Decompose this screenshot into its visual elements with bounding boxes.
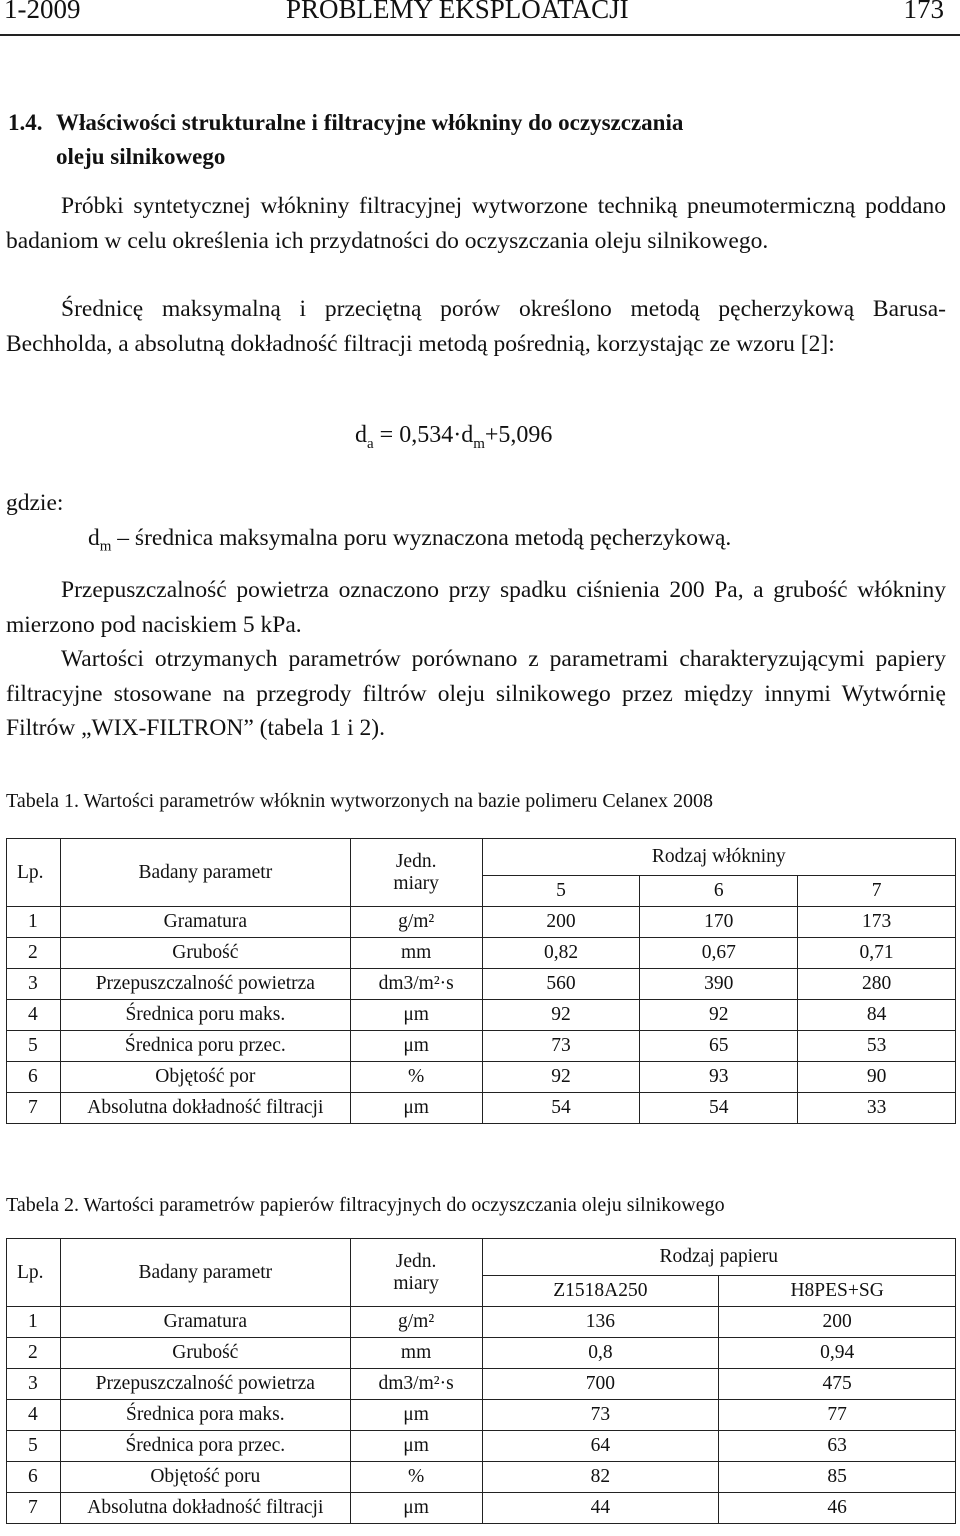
table-cell: μm	[350, 1431, 482, 1462]
table-cell: Absolutna dokładność filtracji	[60, 1093, 350, 1124]
table-cell: 4	[7, 1000, 61, 1031]
table-cell: 0,82	[482, 938, 640, 969]
table1	[6, 838, 956, 1124]
table-cell: 90	[798, 1062, 956, 1093]
table2-header-param: Badany parametr	[60, 1239, 350, 1307]
table1-column-2: 6	[640, 876, 798, 907]
table-cell: 84	[798, 1000, 956, 1031]
table-cell: μm	[350, 1031, 482, 1062]
table-row	[7, 1031, 956, 1062]
paragraph-4: Wartości otrzymanych parametrów porównano z parametrami charakteryzującymi papiery filtracyjne stosowane na przegrody filtrów oleju silnikowego przez między innymi Wytwórnię Filtrów „WIX-FILTRON” (tabela 1 i 2).	[6, 646, 946, 741]
table1-header-lp: Lp.	[7, 839, 61, 907]
table-row	[7, 1493, 956, 1524]
table-cell: 200	[719, 1307, 956, 1338]
table-cell: 3	[7, 969, 61, 1000]
section-title-line1: Właściwości strukturalne i filtracyjne włókniny do oczyszczania	[56, 110, 684, 135]
table-cell: %	[350, 1062, 482, 1093]
table1-column-1: 5	[482, 876, 640, 907]
table2-header-unit: Jedn. miary	[350, 1239, 482, 1307]
table-cell: Przepuszczalność powietrza	[60, 969, 350, 1000]
table-cell: Średnica pora maks.	[60, 1400, 350, 1431]
table-row	[7, 969, 956, 1000]
table-cell: Grubość	[60, 938, 350, 969]
table-cell: 200	[482, 907, 640, 938]
table-cell: 2	[7, 938, 61, 969]
table-cell: g/m²	[350, 1307, 482, 1338]
table-cell: 1	[7, 1307, 61, 1338]
table-cell: %	[350, 1462, 482, 1493]
paragraph-1: Próbki syntetycznej włókniny filtracyjnej wytworzone techniką pneumotermiczną poddano badaniom w celu określenia ich przydatności do oczyszczania oleju silnikowego.	[6, 193, 946, 254]
table-cell: 93	[640, 1062, 798, 1093]
table-row	[7, 1338, 956, 1369]
table1-column-3: 7	[798, 876, 956, 907]
table-cell: 475	[719, 1369, 956, 1400]
table-cell: 85	[719, 1462, 956, 1493]
table-cell: Średnica poru maks.	[60, 1000, 350, 1031]
table-cell: 33	[798, 1093, 956, 1124]
table2-column-2: H8PES+SG	[719, 1276, 956, 1307]
table-row	[7, 1400, 956, 1431]
table-cell: Przepuszczalność powietrza	[60, 1369, 350, 1400]
table1-header-group: Rodzaj włókniny	[482, 839, 955, 876]
table-cell: mm	[350, 1338, 482, 1369]
header-issue: 1-2009	[4, 0, 81, 24]
table-cell: 3	[7, 1369, 61, 1400]
formula: $d_a = 0,534\cdot d_m+5,096$	[355, 422, 553, 452]
table-cell: 54	[640, 1093, 798, 1124]
table-cell: μm	[350, 1093, 482, 1124]
section-heading	[8, 106, 958, 174]
running-header	[0, 0, 960, 36]
table-cell: 65	[640, 1031, 798, 1062]
table-cell: 82	[482, 1462, 719, 1493]
table-cell: dm3/m²·s	[350, 969, 482, 1000]
table-cell: Absolutna dokładność filtracji	[60, 1493, 350, 1524]
table2	[6, 1238, 956, 1524]
table-cell: Objętość poru	[60, 1462, 350, 1493]
table-cell: 92	[482, 1062, 640, 1093]
table-row	[7, 1062, 956, 1093]
table-cell: 1	[7, 907, 61, 938]
table-cell: 5	[7, 1031, 61, 1062]
table-cell: 390	[640, 969, 798, 1000]
table-row	[7, 907, 956, 938]
table-cell: 7	[7, 1493, 61, 1524]
table-cell: Objętość por	[60, 1062, 350, 1093]
table-cell: 7	[7, 1093, 61, 1124]
table2-column-1: Z1518A250	[482, 1276, 719, 1307]
table-cell: Średnica pora przec.	[60, 1431, 350, 1462]
table-cell: mm	[350, 938, 482, 969]
table-cell: 6	[7, 1062, 61, 1093]
table-cell: 92	[640, 1000, 798, 1031]
table-cell: Gramatura	[60, 1307, 350, 1338]
table-cell: μm	[350, 1493, 482, 1524]
table-row	[7, 1000, 956, 1031]
table-cell: 170	[640, 907, 798, 938]
table-cell: 0,8	[482, 1338, 719, 1369]
table-cell: Gramatura	[60, 907, 350, 938]
table-cell: μm	[350, 1400, 482, 1431]
paragraph-3: Przepuszczalność powietrza oznaczono przy spadku ciśnienia 200 Pa, a grubość włókniny mierzono pod naciskiem 5 kPa.	[6, 577, 946, 638]
table-cell: 73	[482, 1031, 640, 1062]
table-cell: Średnica poru przec.	[60, 1031, 350, 1062]
table1-header-unit: Jedn. miary	[350, 839, 482, 907]
table-cell: 54	[482, 1093, 640, 1124]
table-cell: dm3/m²·s	[350, 1369, 482, 1400]
table-cell: 560	[482, 969, 640, 1000]
table-cell: 63	[719, 1431, 956, 1462]
table1-caption: Tabela 1. Wartości parametrów włóknin wytworzonych na bazie polimeru Celanex 2008	[6, 790, 713, 812]
table-cell: 173	[798, 907, 956, 938]
where-label: gdzie:	[6, 490, 64, 516]
table-cell: 4	[7, 1400, 61, 1431]
table-row	[7, 1093, 956, 1124]
table-cell: 280	[798, 969, 956, 1000]
table2-header-lp: Lp.	[7, 1239, 61, 1307]
table-row	[7, 1307, 956, 1338]
table-row	[7, 1462, 956, 1493]
table-cell: 0,67	[640, 938, 798, 969]
table-row	[7, 938, 956, 969]
table-cell: Grubość	[60, 1338, 350, 1369]
paragraph-2: Średnicę maksymalną i przeciętną porów określono metodą pęcherzykową Barusa-Bechholda, a absolutną dokładność filtracji metodą pośrednią, korzystając ze wzoru [2]:	[6, 296, 946, 357]
table-cell: g/m²	[350, 907, 482, 938]
table-cell: 73	[482, 1400, 719, 1431]
table-cell: 5	[7, 1431, 61, 1462]
section-title-line2: oleju silnikowego	[56, 144, 226, 169]
table-cell: 2	[7, 1338, 61, 1369]
table2-caption: Tabela 2. Wartości parametrów papierów filtracyjnych do oczyszczania oleju silnikowego	[6, 1194, 725, 1216]
table-cell: 0,71	[798, 938, 956, 969]
table1-header-param: Badany parametr	[60, 839, 350, 907]
table-cell: 46	[719, 1493, 956, 1524]
table-cell: 136	[482, 1307, 719, 1338]
table-cell: 53	[798, 1031, 956, 1062]
symbol-definition: $d_m$ – średnica maksymalna poru wyznaczona metodą pęcherzykową.	[88, 525, 732, 555]
table-row	[7, 1431, 956, 1462]
table-cell: 700	[482, 1369, 719, 1400]
table-cell: 0,94	[719, 1338, 956, 1369]
header-page-number: 173	[903, 0, 944, 24]
table-cell: μm	[350, 1000, 482, 1031]
header-journal-title: PROBLEMY EKSPLOATACJI	[286, 0, 629, 24]
table-cell: 44	[482, 1493, 719, 1524]
table-cell: 77	[719, 1400, 956, 1431]
table-row	[7, 1369, 956, 1400]
section-number: 1.4.	[8, 110, 43, 135]
table-cell: 64	[482, 1431, 719, 1462]
table2-header-group: Rodzaj papieru	[482, 1239, 955, 1276]
table-cell: 6	[7, 1462, 61, 1493]
header-rule	[0, 34, 960, 36]
table-cell: 92	[482, 1000, 640, 1031]
